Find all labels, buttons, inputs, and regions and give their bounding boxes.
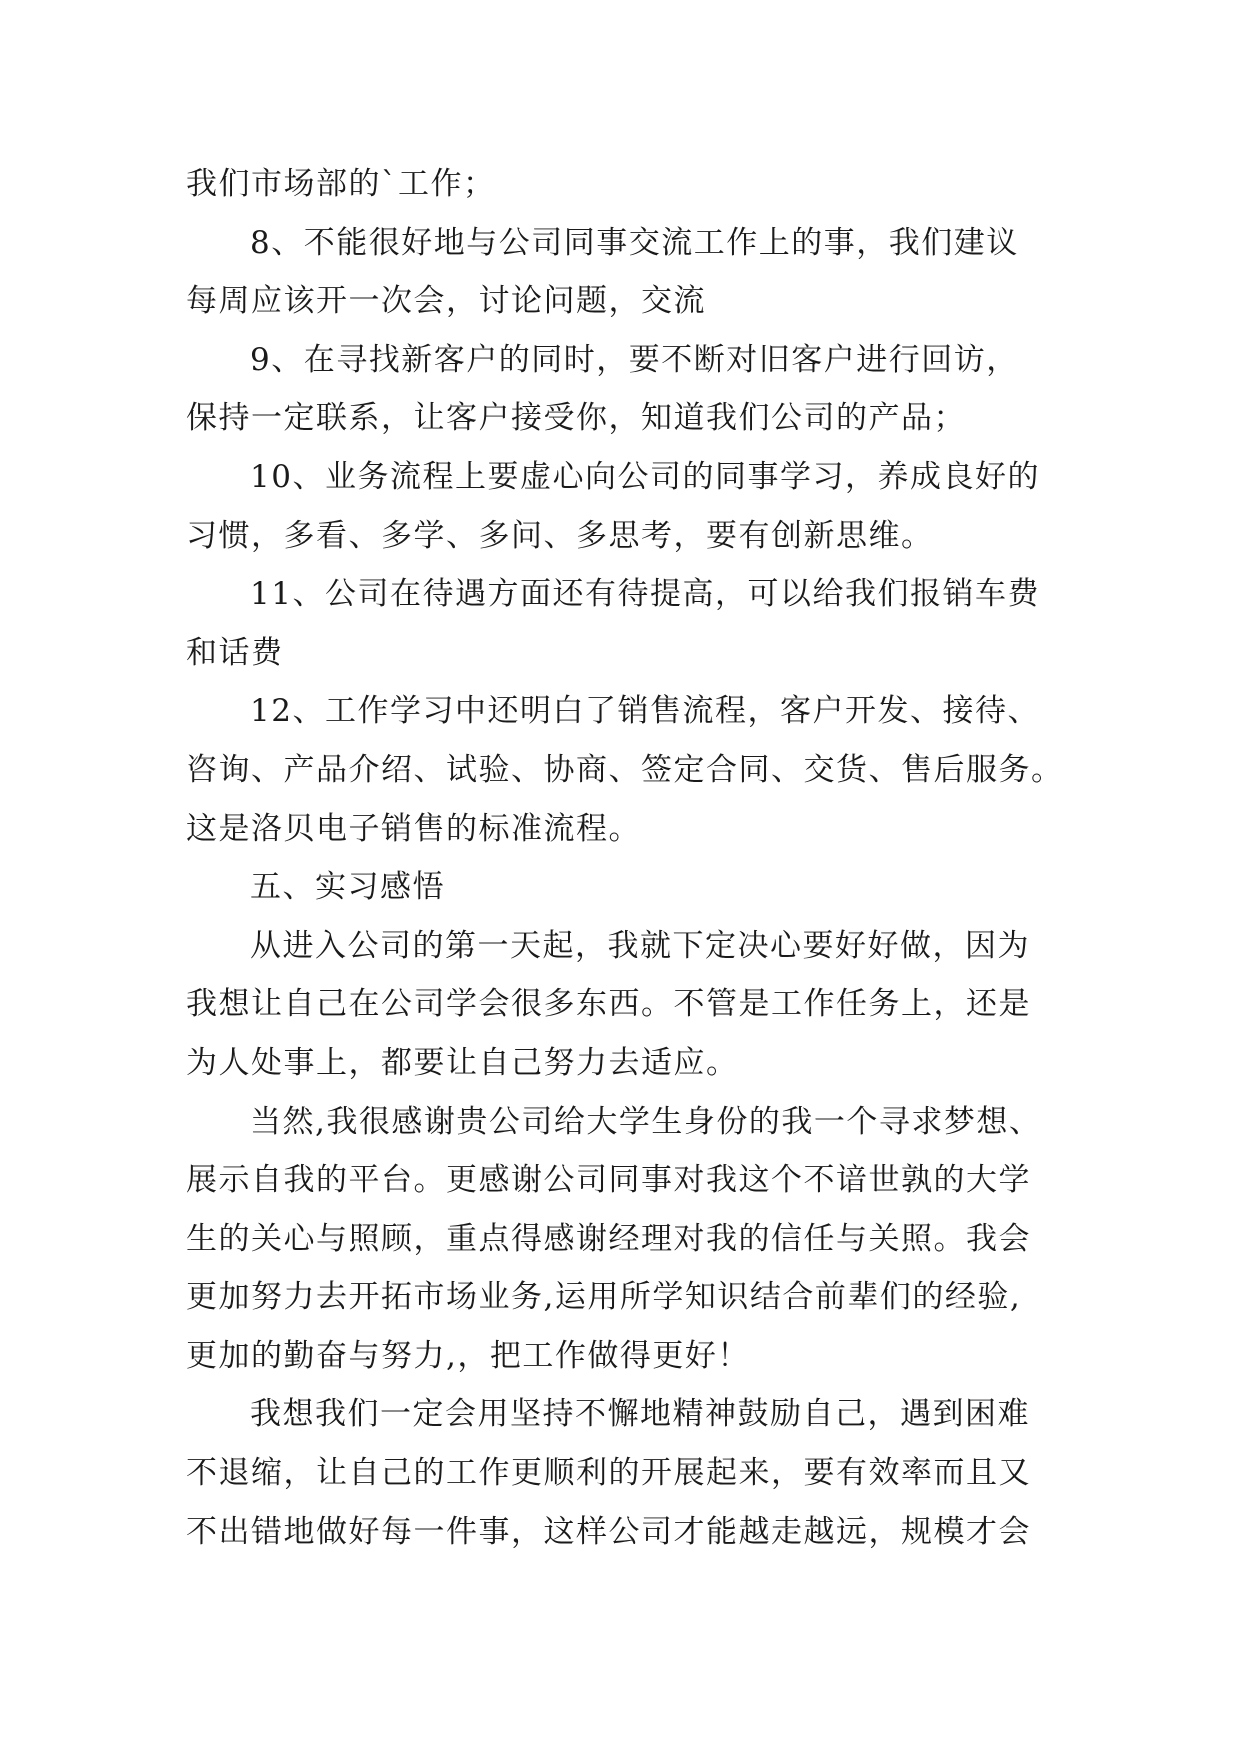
text-line: 不出错地做好每一件事，这样公司才能越走越远，规模才会 bbox=[186, 1513, 1031, 1550]
text-line: 我想我们一定会用坚持不懈地精神鼓励自己，遇到困难 bbox=[250, 1396, 1030, 1433]
text-line: 不退缩，让自己的工作更顺利的开展起来，要有效率而且又 bbox=[186, 1455, 1031, 1492]
text-line: 10、业务流程上要虚心向公司的同事学习，养成良好的 bbox=[250, 458, 1040, 495]
text-line: 9、在寻找新客户的同时，要不断对旧客户进行回访， bbox=[250, 341, 1019, 378]
text-line: 从进入公司的第一天起，我就下定决心要好好做，因为 bbox=[250, 927, 1030, 964]
text-line: 为人处事上，都要让自己努力去适应。 bbox=[186, 1044, 739, 1081]
text-line: 生的关心与照顾，重点得感谢经理对我的信任与关照。我会 bbox=[186, 1220, 1031, 1257]
text-line: 我想让自己在公司学会很多东西。不管是工作任务上，还是 bbox=[186, 986, 1031, 1023]
text-line: 这是洛贝电子销售的标准流程。 bbox=[186, 810, 641, 847]
text-line: 8、不能很好地与公司同事交流工作上的事，我们建议 bbox=[250, 224, 1019, 261]
document-body bbox=[186, 155, 1066, 1561]
text-line: 每周应该开一次会，讨论问题，交流 bbox=[186, 283, 706, 320]
text-line: 我们市场部的`工作； bbox=[186, 166, 496, 202]
text-line: 保持一定联系，让客户接受你，知道我们公司的产品； bbox=[186, 400, 966, 437]
text-line: 当然,我很感谢贵公司给大学生身份的我一个寻求梦想、 bbox=[250, 1103, 1042, 1140]
section-heading: 五、实习感悟 bbox=[250, 869, 445, 906]
text-line: 更加的勤奋与努力,，把工作做得更好！ bbox=[186, 1337, 750, 1374]
text-line: 咨询、产品介绍、试验、协商、签定合同、交货、售后服务。 bbox=[186, 751, 1064, 788]
text-line: 11、公司在待遇方面还有待提高，可以给我们报销车费 bbox=[250, 576, 1040, 613]
text-line: 12、工作学习中还明白了销售流程，客户开发、接待、 bbox=[250, 693, 1040, 730]
text-line: 习惯，多看、多学、多问、多思考，要有创新思维。 bbox=[186, 517, 934, 554]
text-line: 展示自我的平台。更感谢公司同事对我这个不谙世孰的大学 bbox=[186, 1162, 1031, 1199]
text-line: 和话费 bbox=[186, 634, 284, 671]
text-line: 更加努力去开拓市场业务,运用所学知识结合前辈们的经验, bbox=[186, 1279, 1022, 1316]
